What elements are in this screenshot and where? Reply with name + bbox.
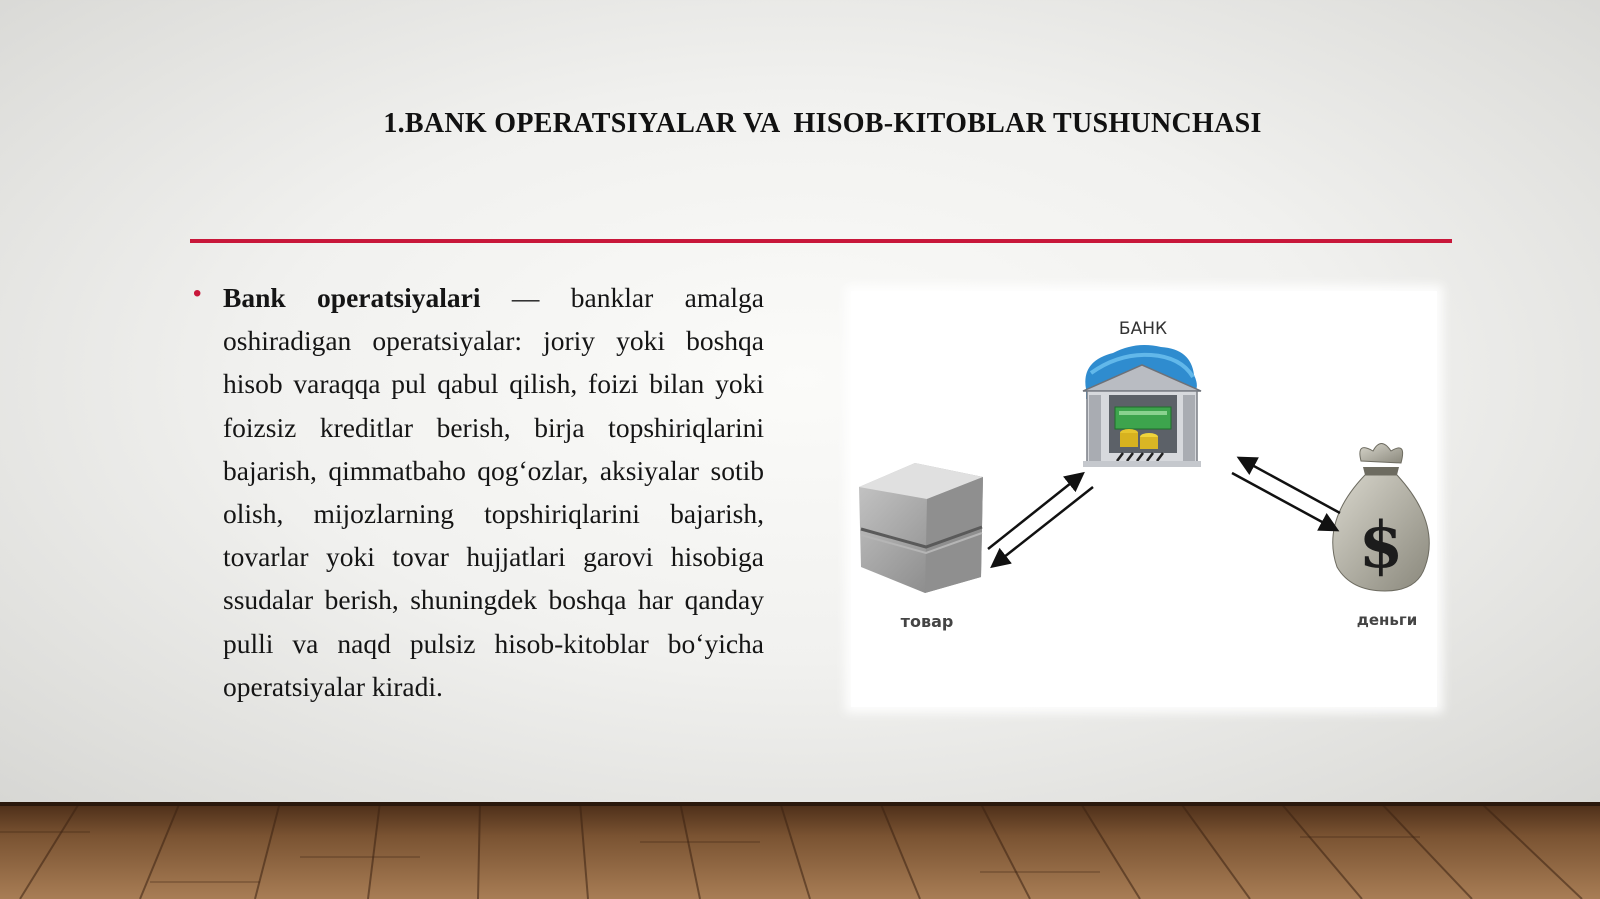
bank-building-icon bbox=[1083, 345, 1201, 467]
bullet-icon: • bbox=[193, 280, 202, 307]
exchange-arrows-icon bbox=[988, 459, 1340, 565]
money-label: деньги bbox=[1356, 611, 1418, 629]
bank-label: БАНК bbox=[1118, 319, 1168, 339]
bullet-paragraph bbox=[223, 276, 764, 708]
svg-text:$: $ bbox=[1358, 508, 1404, 583]
bank-diagram bbox=[851, 291, 1437, 707]
bullet-term: Bank operatsiyalari bbox=[223, 282, 481, 313]
goods-label: товар bbox=[900, 612, 954, 631]
wooden-floor bbox=[0, 802, 1600, 899]
title-divider bbox=[190, 239, 1452, 243]
bullet-text: — banklar amalga oshiradigan operatsiyalar: joriy yoki boshqa hisob varaqqa pul qabul qilish, foizi bilan yoki foizsiz kreditlar berish, birja topshiriqlarini bajarish, qimmatbaho qog‘ozlar, aksiyalar sotib olish, mijozlarning topshiriqlarini bajarish, tovarlar yoki tovar hujjatlari garovi hisobiga ssudalar berish, shuningdek boshqa har qanday pulli va naqd pulsiz hisob-kitoblar bo‘yicha operatsiyalar kiradi. bbox=[223, 282, 765, 702]
money-bag-icon bbox=[1333, 444, 1430, 592]
goods-box-icon bbox=[859, 463, 983, 593]
slide-title: 1.BANK OPERATSIYALAR VA HISOB-KITOBLAR TUSHUNCHASI bbox=[383, 108, 1262, 139]
